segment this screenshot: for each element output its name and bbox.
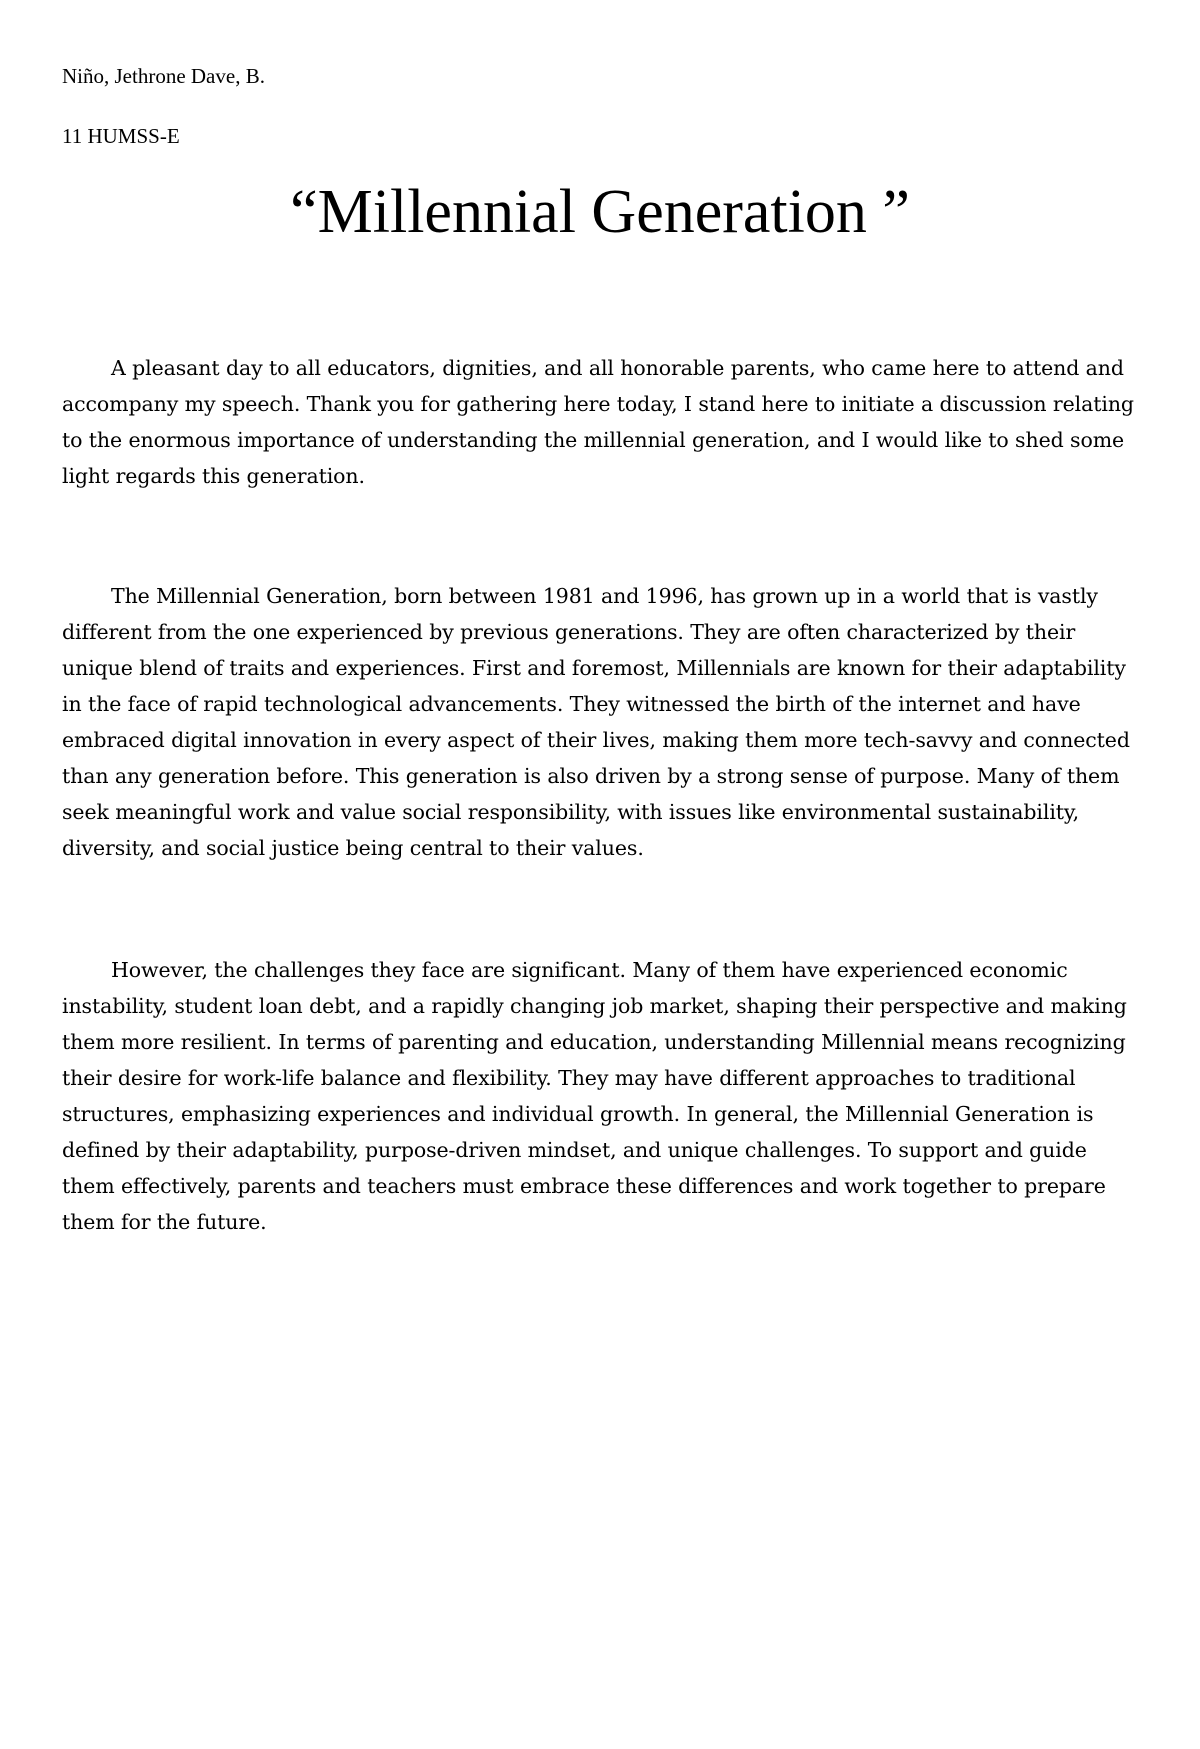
paragraph-conclusion: However, the challenges they face are significant. Many of them have experienced economic instability, student loan debt, and a rapidly changing job market, shaping their perspective and making them more resilient. In terms of parenting and education, understanding Millennial means recognizing their desire for work-life balance and flexibility. They may have different approaches to traditional structures, emphasizing experiences and individual growth. In general, the Millennial Generation is defined by their adaptability, purpose-driven mindset, and unique challenges. To support and guide them effectively, parents and teachers must embrace these differences and work together to prepare them for the future. (62, 958, 1127, 1234)
class-section: 11 HUMSS-E (62, 124, 180, 148)
paragraph-body: The Millennial Generation, born between 1981 and 1996, has grown up in a world that is vastly different from the one experienced by previous generations. They are often characterized by their unique blend of traits and experiences. First and foremost, Millennials are known for their adaptability in the face of rapid technological advancements. They witnessed the birth of the internet and have embraced digital innovation in every aspect of their lives, making them more tech-savvy and connected than any generation before. This generation is also driven by a strong sense of purpose. Many of them seek meaningful work and value social responsibility, with issues like environmental sustainability, diversity, and social justice being central to their values. (62, 584, 1130, 860)
author-name: Niño, Jethrone Dave, B. (62, 64, 265, 88)
paragraph-intro: A pleasant day to all educators, dignities, and all honorable parents, who came here to attend and accompany my speech. Thank you for gathering here today, I stand here to initiate a discussion relating to the enormous importance of understanding the millennial generation, and I would like to shed some light regards this generation. (62, 356, 1134, 488)
document-title: “Millennial Generation ” (290, 178, 910, 246)
